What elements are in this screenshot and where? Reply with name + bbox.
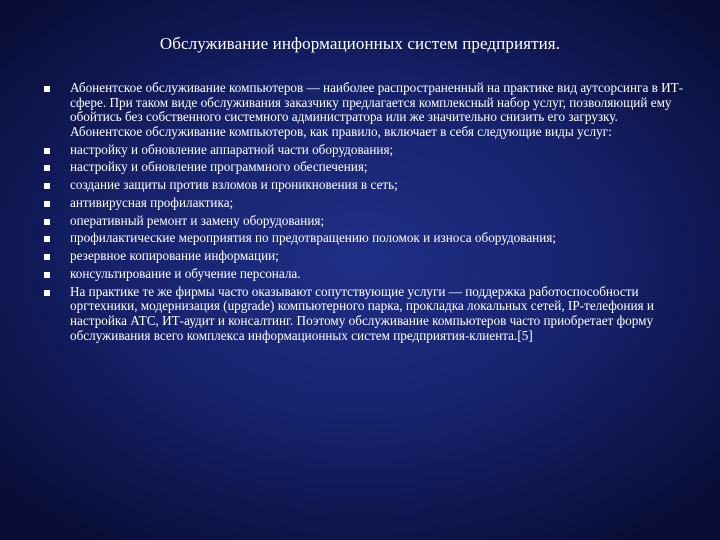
square-bullet-icon <box>44 201 50 207</box>
list-item-text: консультирование и обучение персонала. <box>70 266 301 282</box>
list-item-text: антивирусная профилактика; <box>70 194 234 210</box>
bullet-list <box>44 81 690 346</box>
list-item-text: На практике те же фирмы часто оказывают сопутствующие услуги — поддержка работоспособности оргтехники, модернизация (upgrade) компьютерного парка, прокладка локальных сетей, IP-телефония и настройка АТС, ИТ-аудит и консалтинг. Поэтому обслуживание компьютеров часто приобретает форму обслуживания всего комплекса информационных систем предприятия-клиента.[5] <box>70 283 654 343</box>
slide-title: Обслуживание информационных систем предприятия. <box>159 34 561 53</box>
list-item-text: оперативный ремонт и замену оборудования; <box>70 212 325 228</box>
list-item-text: настройку и обновление программного обеспечения; <box>70 159 368 175</box>
list-item <box>44 81 690 139</box>
list-item <box>44 178 690 193</box>
square-bullet-icon <box>44 183 50 189</box>
square-bullet-icon <box>44 272 50 278</box>
square-bullet-icon <box>44 148 50 154</box>
list-item-text: создание защиты против взломов и проникновения в сеть; <box>70 177 398 193</box>
list-item <box>44 143 690 158</box>
square-bullet-icon <box>44 236 50 242</box>
list-item <box>44 267 690 282</box>
list-item <box>44 231 690 246</box>
list-item <box>44 249 690 264</box>
square-bullet-icon <box>44 219 50 225</box>
list-item-text: настройку и обновление аппаратной части оборудования; <box>70 141 394 157</box>
list-item <box>44 160 690 175</box>
square-bullet-icon <box>44 165 50 171</box>
square-bullet-icon <box>44 254 50 260</box>
list-item <box>44 285 690 343</box>
list-item-text: резервное копирование информации; <box>70 248 279 264</box>
list-item <box>44 214 690 229</box>
square-bullet-icon <box>44 290 50 296</box>
list-item-text: Абонентское обслуживание компьютеров — наиболее распространенный на практике вид аутсорсинга в ИТ-сфере. При таком виде обслуживания заказчику предлагается комплексный набор услуг, позволяющий ему обойтись без собственного системного администратора или же значительно снизить его загрузку. Абонентское обслуживание компьютеров, как правило, включает в себя следующие виды услуг: <box>70 80 684 139</box>
list-item-text: профилактические мероприятия по предотвращению поломок и износа оборудования; <box>70 230 557 246</box>
list-item <box>44 196 690 211</box>
square-bullet-icon <box>44 86 50 92</box>
